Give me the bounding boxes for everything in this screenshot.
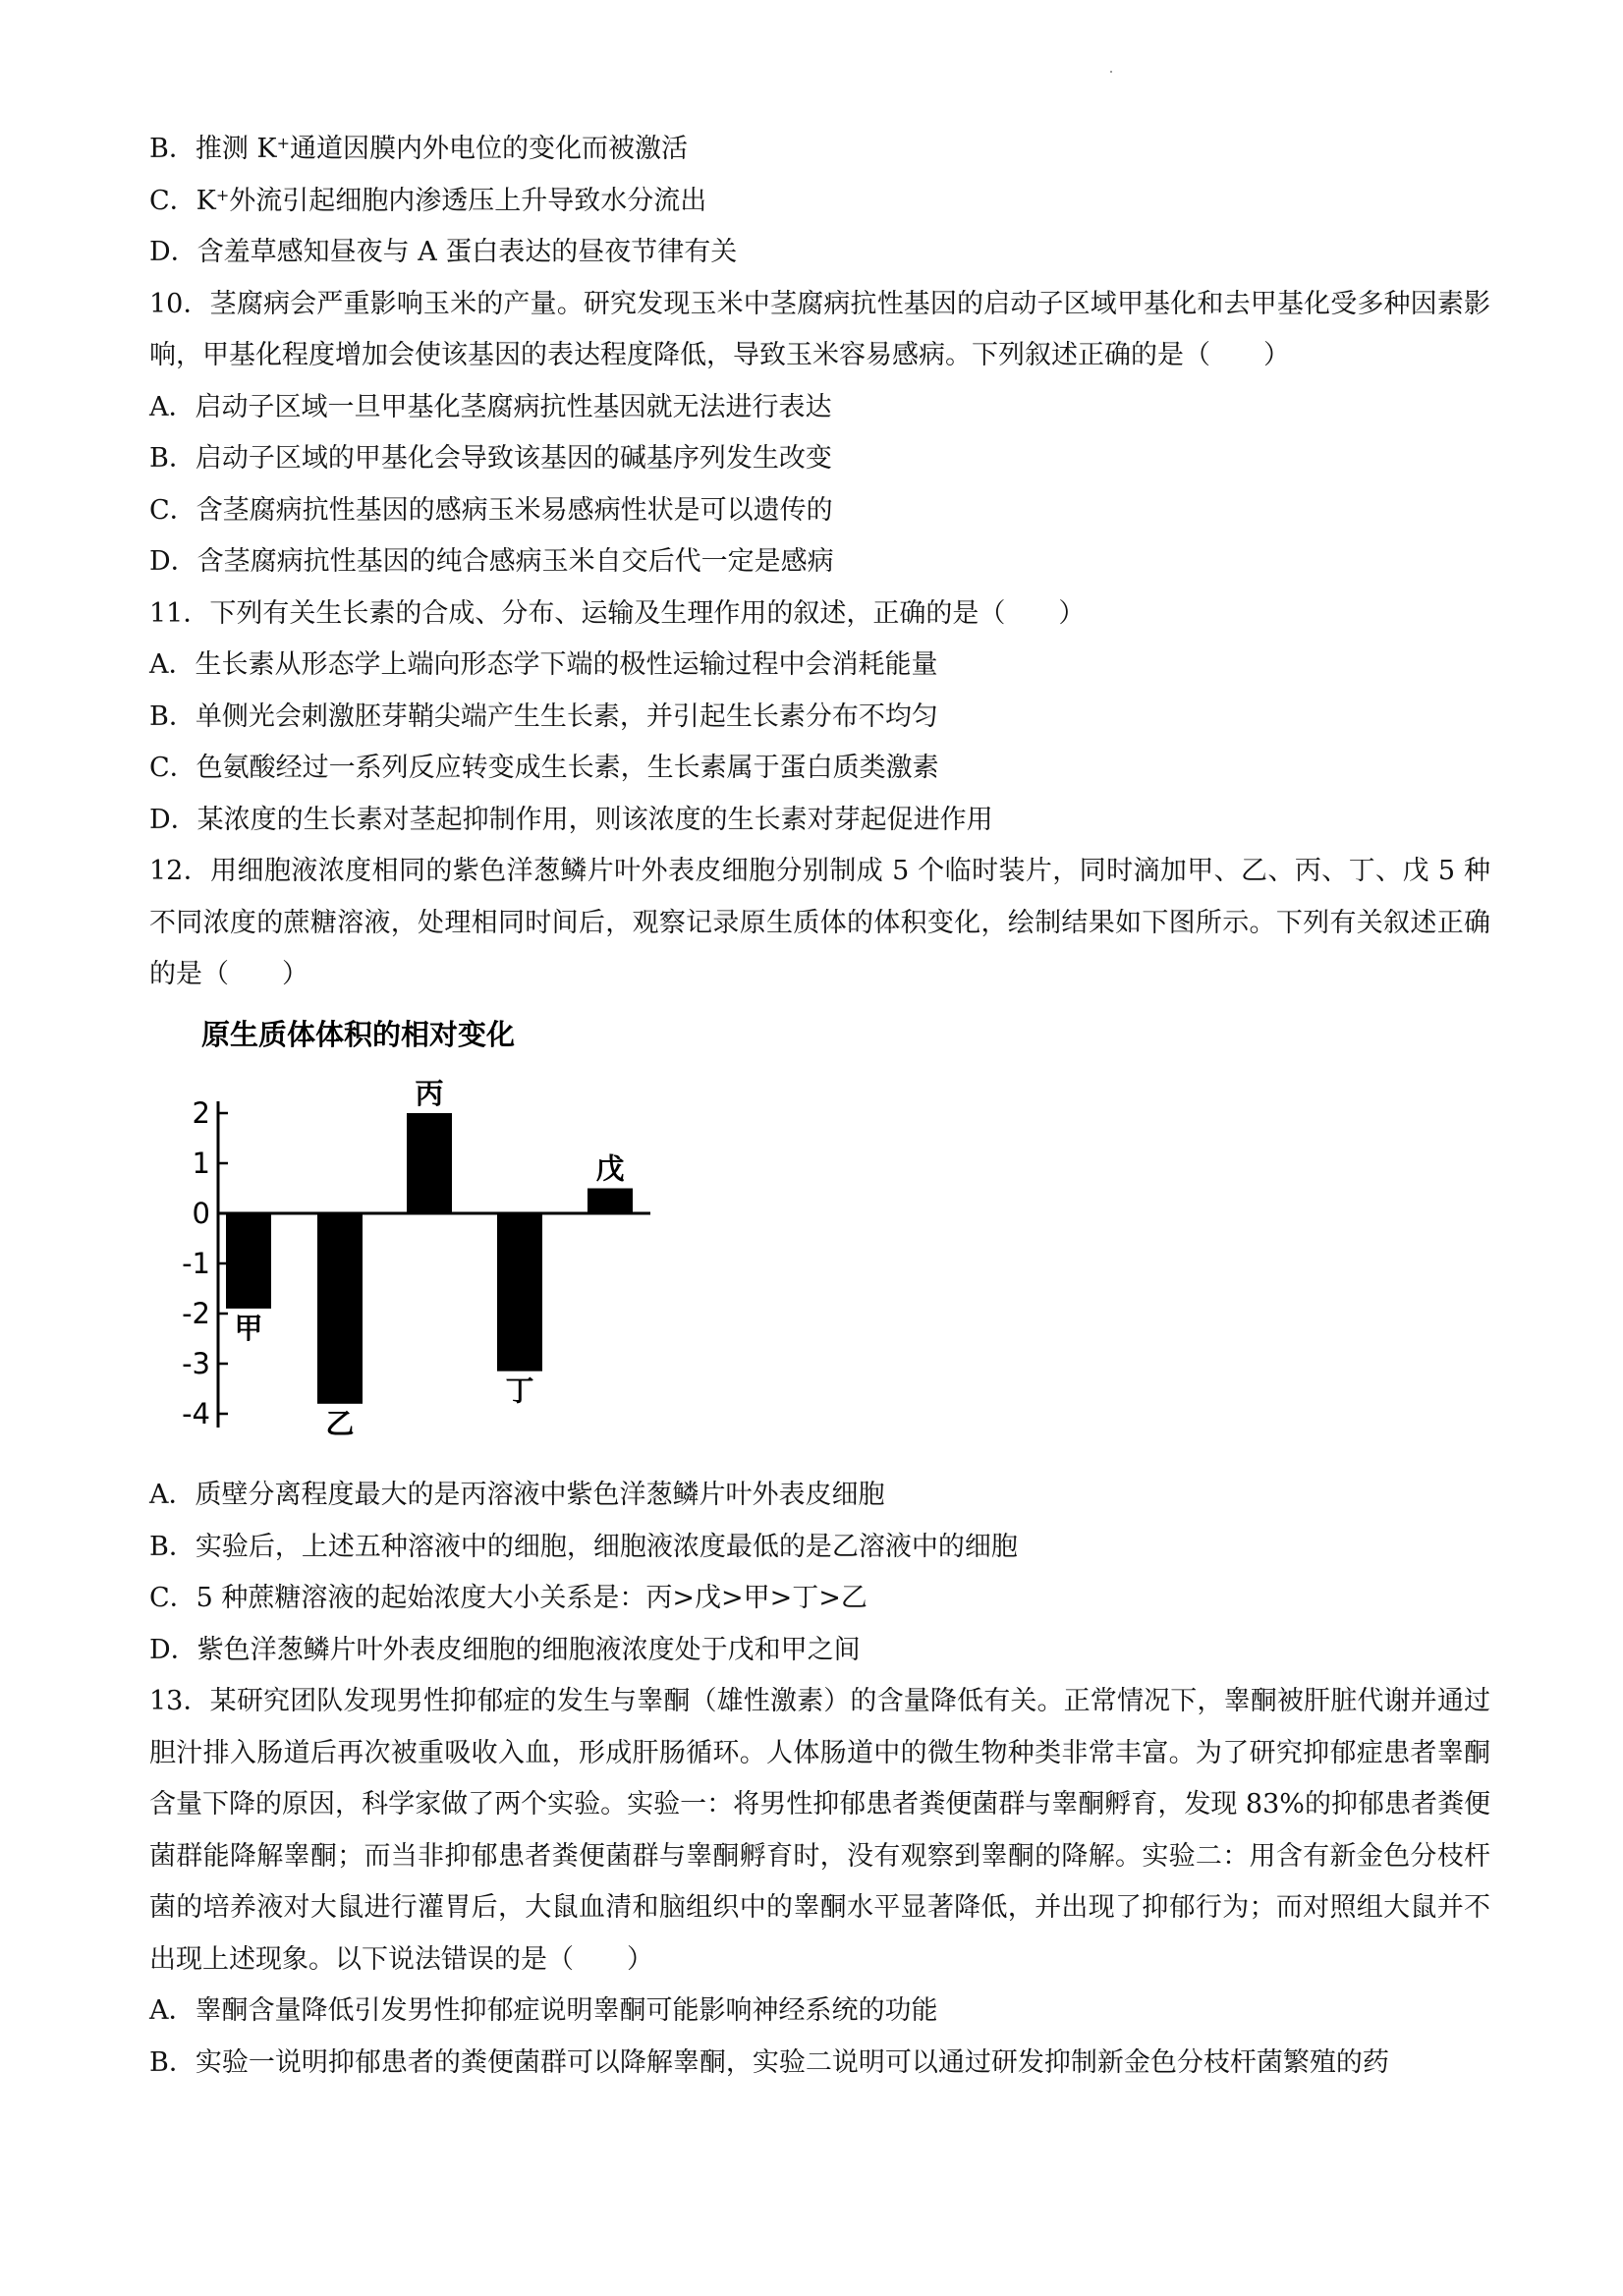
q12-option-d: D．紫色洋葱鳞片叶外表皮细胞的细胞液浓度处于戊和甲之间 [149,1634,861,1665]
q12-option-c: C．5 种蔗糖溶液的起始浓度大小关系是：丙>戊>甲>丁>乙 [149,1583,867,1613]
q10-stem: 10．茎腐病会严重影响玉米的产量。研究发现玉米中茎腐病抗性基因的启动子区域甲基化和去甲基化受多种因素影响，甲基化程度增加会使该基因的表达程度降低，导致玉米容易感病。下列叙述正确的是（ ） [149,288,1490,370]
bar-label: 戊 [595,1151,625,1186]
q11-option-b: B．单侧光会刺激胚芽鞘尖端产生生长素，并引起生长素分布不均匀 [149,700,938,732]
q10-option-b: B．启动子区域的甲基化会导致该基因的碱基序列发生改变 [149,443,832,474]
y-tick-label: 2 [192,1096,210,1130]
bar-chart [162,1017,909,1459]
q10-option-d: D．含茎腐病抗性基因的纯合感病玉米自交后代一定是感病 [149,546,834,577]
bar [407,1113,452,1213]
q13-option-a: A．睾酮含量降低引发男性抑郁症说明睾酮可能影响神经系统的功能 [149,1995,938,2026]
chart-title: 原生质体体积的相对变化 [201,1018,516,1051]
q10-option-c: C．含茎腐病抗性基因的感病玉米易感病性状是可以遗传的 [149,494,833,526]
bar [317,1213,363,1404]
q12-stem: 12．用细胞液浓度相同的紫色洋葱鳞片叶外表皮细胞分别制成 5 个临时装片，同时滴加甲、乙、丙、丁、戊 5 种不同浓度的蔗糖溶液，处理相同时间后，观察记录原生质体的体积变化，绘制结果如下图所示。下列有关叙述正确的是（ ） [149,856,1490,989]
q11-option-c: C．色氨酸经过一系列反应转变成生长素，生长素属于蛋白质类激素 [149,753,939,783]
q12-option-a: A．质壁分离程度最大的是丙溶液中紫色洋葱鳞片叶外表皮细胞 [149,1480,885,1510]
q9-option-b: B．推测 K+通道因膜内外电位的变化而被激活 [149,134,689,164]
q11-option-d: D．某浓度的生长素对茎起抑制作用，则该浓度的生长素对芽起促进作用 [149,804,993,835]
q11-option-a: A．生长素从形态学上端向形态学下端的极性运输过程中会消耗能量 [149,649,938,680]
bar-label: 乙 [325,1406,355,1440]
question-text-lower [149,1470,1490,2089]
q13-option-b: B．实验一说明抑郁患者的粪便菌群可以降解睾酮，实验二说明可以通过研发抑制新金色分枝杆菌繁殖的药 [149,2046,1389,2078]
y-tick-label: -4 [182,1397,210,1430]
q9-option-c: C．K+外流引起细胞内渗透压上升导致水分流出 [149,185,707,216]
q12-option-b: B．实验后，上述五种溶液中的细胞，细胞液浓度最低的是乙溶液中的细胞 [149,1531,1018,1562]
bar [226,1213,271,1309]
y-tick-label: 0 [192,1197,210,1230]
q10-option-a: A．启动子区域一旦甲基化茎腐病抗性基因就无法进行表达 [149,391,832,422]
y-tick-label: -1 [182,1247,210,1280]
y-tick-label: -2 [182,1297,210,1330]
q13-stem: 13．某研究团队发现男性抑郁症的发生与睾酮（雄性激素）的含量降低有关。正常情况下，睾酮被肝脏代谢并通过胆汁排入肠道后再次被重吸收入血，形成肝肠循环。人体肠道中的微生物种类非常丰富。为了研究抑郁症患者睾酮含量下降的原因，科学家做了两个实验。实验一：将男性抑郁患者粪便菌群与睾酮孵育，发现 83%的抑郁患者粪便菌群能降解睾酮；而当非抑郁患者粪便菌群与睾酮孵育时，没有观察到睾酮的降解。实验二：用含有新金色分枝杆菌的培养液对大鼠进行灌胃后，大鼠血清和脑组织中的睾酮水平显著降低，并出现了抑郁行为；而对照组大鼠并不出现上述现象。以下说法错误的是（ ） [149,1686,1490,1975]
scan-speck [1110,71,1112,73]
y-tick-label: 1 [192,1147,210,1180]
bar-label: 丁 [505,1373,534,1408]
bar-label: 丙 [415,1077,444,1110]
bar [497,1213,542,1372]
y-tick-label: -3 [182,1347,210,1380]
bar-chart-svg [162,1017,909,1459]
bar [588,1189,633,1214]
question-text-upper [149,124,1490,1001]
q9-option-d: D．含羞草感知昼夜与 A 蛋白表达的昼夜节律有关 [149,237,738,267]
q11-stem: 11．下列有关生长素的合成、分布、运输及生理作用的叙述，正确的是（ ） [149,597,1086,629]
bar-label: 甲 [234,1311,263,1345]
